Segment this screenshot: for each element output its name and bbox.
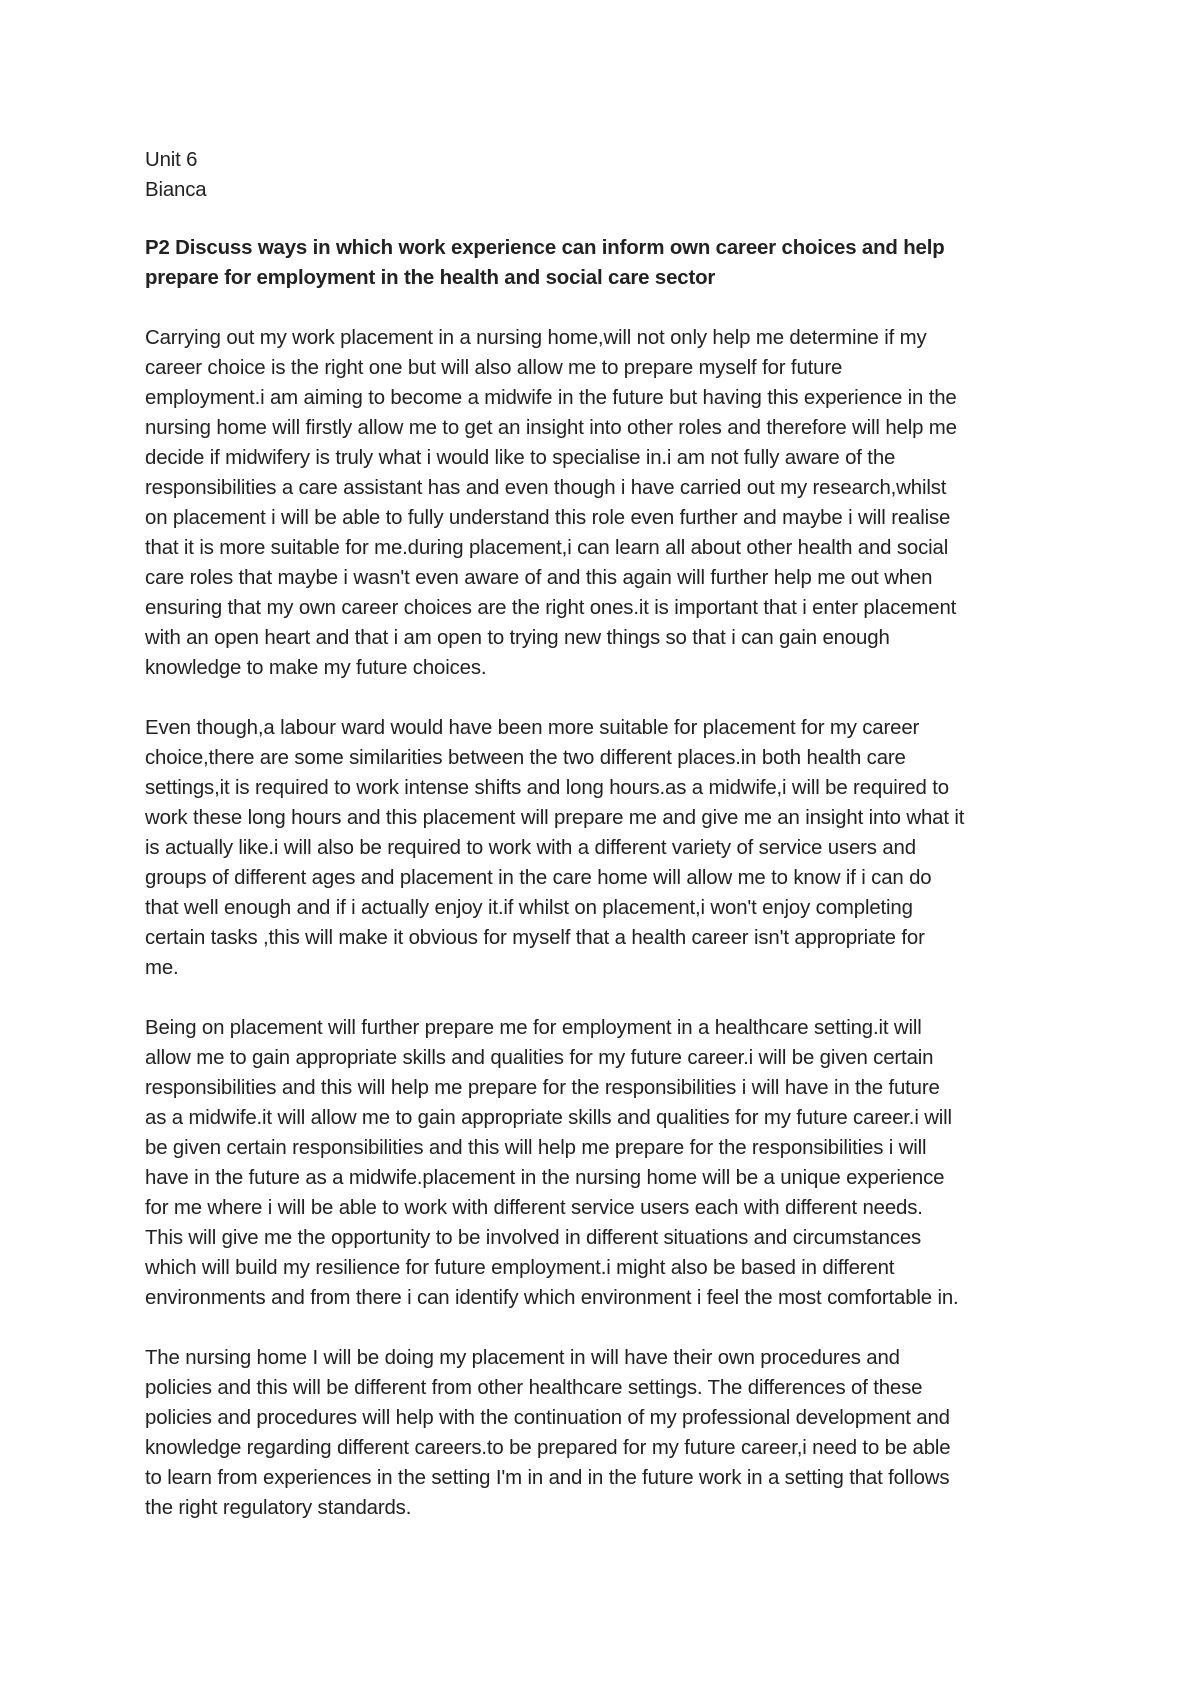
paragraph-line: Even though,a labour ward would have been more suitable for placement for my career: [145, 717, 920, 739]
paragraph-line: for me where i will be able to work with different service users each with different needs.: [145, 1197, 923, 1219]
assignment-heading: [145, 233, 1070, 293]
paragraph-line: allow me to gain appropriate skills and qualities for my future career.i will be given certain: [145, 1047, 934, 1069]
paragraph-line: Being on placement will further prepare me for employment in a healthcare setting.it will: [145, 1017, 922, 1039]
paragraph-3: [145, 1013, 1070, 1313]
paragraph-line: certain tasks ,this will make it obvious for myself that a health career isn't appropriate for: [145, 927, 925, 949]
paragraph-line: groups of different ages and placement in the care home will allow me to know if i can do: [145, 867, 932, 889]
paragraph-line: policies and procedures will help with the continuation of my professional development and: [145, 1407, 950, 1429]
paragraph-line: Carrying out my work placement in a nursing home,will not only help me determine if my: [145, 327, 927, 349]
paragraph-line: that it is more suitable for me.during placement,i can learn all about other health and social: [145, 537, 949, 559]
paragraph-line: with an open heart and that i am open to trying new things so that i can gain enough: [145, 627, 890, 649]
paragraph-line: decide if midwifery is truly what i would like to specialise in.i am not fully aware of the: [145, 447, 896, 469]
document-body: [145, 145, 1070, 1523]
paragraph-2: [145, 713, 1070, 983]
paragraph-line: This will give me the opportunity to be involved in different situations and circumstances: [145, 1227, 922, 1249]
paragraph-line: ensuring that my own career choices are the right ones.it is important that i enter placement: [145, 597, 957, 619]
paragraph-line: policies and this will be different from other healthcare settings. The differences of these: [145, 1377, 923, 1399]
paragraph-line: nursing home will firstly allow me to get an insight into other roles and therefore will help me: [145, 417, 957, 439]
paragraph-4: [145, 1343, 1070, 1523]
paragraph-line: the right regulatory standards.: [145, 1497, 412, 1519]
unit-label: Unit 6: [145, 149, 198, 171]
paragraph-line: choice,there are some similarities between the two different places.in both health care: [145, 747, 906, 769]
paragraph-line: to learn from experiences in the setting I'm in and in the future work in a setting that follows: [145, 1467, 950, 1489]
paragraph-line: career choice is the right one but will also allow me to prepare myself for future: [145, 357, 843, 379]
paragraph-line: responsibilities and this will help me prepare for the responsibilities i will have in the future: [145, 1077, 940, 1099]
paragraph-1: [145, 323, 1070, 683]
heading-line: prepare for employment in the health and social care sector: [145, 267, 716, 289]
paragraph-line: The nursing home I will be doing my placement in will have their own procedures and: [145, 1347, 900, 1369]
paragraph-line: settings,it is required to work intense shifts and long hours.as a midwife,i will be required to: [145, 777, 949, 799]
paragraph-line: that well enough and if i actually enjoy it.if whilst on placement,i won't enjoy completing: [145, 897, 913, 919]
paragraph-line: be given certain responsibilities and this will help me prepare for the responsibilities i will: [145, 1137, 927, 1159]
paragraph-line: as a midwife.it will allow me to gain appropriate skills and qualities for my future career.i will: [145, 1107, 952, 1129]
paragraph-line: care roles that maybe i wasn't even aware of and this again will further help me out when: [145, 567, 933, 589]
paragraph-line: on placement i will be able to fully understand this role even further and maybe i will realise: [145, 507, 951, 529]
paragraph-line: knowledge regarding different careers.to be prepared for my future career,i need to be able: [145, 1437, 951, 1459]
paragraph-line: is actually like.i will also be required to work with a different variety of service users and: [145, 837, 916, 859]
paragraph-line: employment.i am aiming to become a midwife in the future but having this experience in the: [145, 387, 957, 409]
paragraph-line: have in the future as a midwife.placement in the nursing home will be a unique experience: [145, 1167, 945, 1189]
heading-line: P2 Discuss ways in which work experience can inform own career choices and help: [145, 237, 945, 259]
author-name: Bianca: [145, 179, 207, 201]
paragraph-line: environments and from there i can identify which environment i feel the most comfortable in.: [145, 1287, 959, 1309]
paragraph-line: me.: [145, 957, 179, 979]
paragraph-line: knowledge to make my future choices.: [145, 657, 487, 679]
paragraph-line: work these long hours and this placement will prepare me and give me an insight into what it: [145, 807, 965, 829]
paragraph-line: which will build my resilience for future employment.i might also be based in different: [145, 1257, 895, 1279]
paragraph-line: responsibilities a care assistant has and even though i have carried out my research,whilst: [145, 477, 947, 499]
